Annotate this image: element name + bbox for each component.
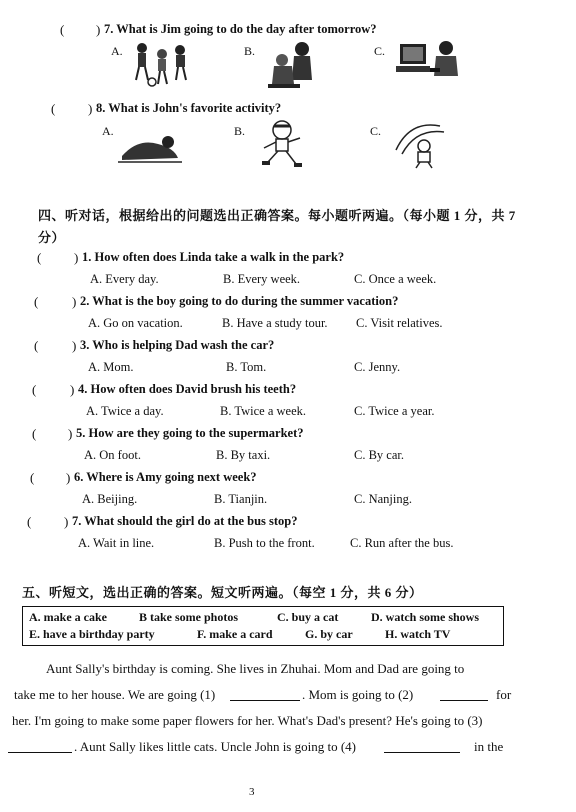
option-a: A. Go on vacation. [88, 316, 183, 330]
answer-paren-close: ) [70, 382, 75, 397]
option-a: A. Every day. [90, 272, 159, 286]
question-text: 7. What should the girl do at the bus stop? [72, 514, 298, 528]
section-4-heading: 四、听对话，根据给出的问题选出正确答案。每小题听两遍。（每小题 1 分，共 7 [38, 208, 516, 223]
passage-line-2-mid: . Mom is going to (2) [302, 687, 414, 702]
answer-paren-open: ( [37, 250, 42, 265]
kid-on-swing-picture [390, 120, 450, 170]
option-b: B. Have a study tour. [222, 316, 328, 330]
option-b: B. Tianjin. [214, 492, 268, 506]
passage-line-2-start: take me to her house. We are going (1) [14, 687, 216, 702]
answer-paren-close: ) [68, 426, 73, 441]
passage-line-4-end: in the [474, 739, 504, 754]
answer-paren-close: ) [74, 250, 79, 265]
answer-blank-3[interactable] [8, 740, 72, 753]
question-text: 6. Where is Amy going next week? [74, 470, 257, 484]
option-c-label: C. [374, 44, 386, 58]
option-a: A. Mom. [88, 360, 134, 374]
option-b: B. Push to the front. [214, 536, 315, 550]
person-sitting-with-helper-picture [266, 40, 318, 90]
option-b-label: B. [244, 44, 256, 58]
answer-paren-open: ( [32, 382, 37, 397]
option-c: C. Twice a year. [354, 404, 435, 418]
question-text: 1. How often does Linda take a walk in the park? [82, 250, 345, 264]
answer-paren-close: ) [96, 22, 101, 37]
question-8-text: 8. What is John's favorite activity? [96, 101, 282, 115]
question-text: 4. How often does David brush his teeth? [78, 382, 297, 396]
option-a: A. On foot. [84, 448, 141, 462]
answer-paren-close: ) [64, 514, 69, 529]
option-a-label: A. [102, 124, 114, 138]
option-a: A. Beijing. [82, 492, 138, 506]
answer-paren-open: ( [51, 101, 56, 116]
word-bank-item: H. watch TV [385, 627, 451, 641]
option-b: B. Every week. [223, 272, 301, 286]
question-text: 5. How are they going to the supermarket? [76, 426, 304, 440]
answer-paren-open: ( [34, 294, 39, 309]
word-bank-item: B take some photos [139, 610, 239, 624]
option-b: B. By taxi. [216, 448, 271, 462]
option-c: C. Nanjing. [354, 492, 412, 506]
section-4-heading-cont: 分） [38, 230, 66, 245]
option-b-label: B. [234, 124, 246, 138]
answer-paren-close: ) [72, 338, 77, 353]
option-a: A. Wait in line. [78, 536, 155, 550]
answer-paren-close: ) [72, 294, 77, 309]
computer-game-picture [394, 38, 464, 80]
answer-paren-close: ) [88, 101, 93, 116]
option-c: C. By car. [354, 448, 404, 462]
option-c: C. Run after the bus. [350, 536, 454, 550]
word-bank-item: G. by car [305, 627, 353, 641]
passage-line-3: her. I'm going to make some paper flowers for her. What's Dad's present? He's going to (3) [12, 713, 483, 728]
question-text: 3. Who is helping Dad wash the car? [80, 338, 275, 352]
word-bank-box [22, 606, 504, 646]
section-5-heading: 五、听短文，选出正确的答案。短文听两遍。（每空 1 分，共 6 分） [22, 585, 423, 600]
option-a-label: A. [111, 44, 123, 58]
option-c: C. Visit relatives. [356, 316, 443, 330]
answer-blank-1[interactable] [230, 688, 300, 701]
question-7-text: 7. What is Jim going to do the day after tomorrow? [104, 22, 377, 36]
answer-paren-close: ) [66, 470, 71, 485]
answer-blank-2[interactable] [440, 688, 488, 701]
word-bank-item: F. make a card [197, 627, 273, 641]
word-bank-item: D. watch some shows [371, 610, 479, 624]
answer-paren-open: ( [60, 22, 65, 37]
answer-paren-open: ( [27, 514, 32, 529]
word-bank-item: A. make a cake [29, 610, 107, 624]
children-playing-picture [130, 40, 192, 88]
person-lying-down-picture [118, 132, 182, 164]
option-a: A. Twice a day. [86, 404, 164, 418]
answer-blank-4[interactable] [384, 740, 460, 753]
option-b: B. Tom. [226, 360, 267, 374]
passage-line-2-end: for [496, 687, 512, 702]
option-c: C. Once a week. [354, 272, 437, 286]
option-b: B. Twice a week. [220, 404, 307, 418]
boy-running-picture [256, 120, 306, 168]
option-c: C. Jenny. [354, 360, 401, 374]
page-number: 3 [249, 786, 255, 798]
word-bank-item: E. have a birthday party [29, 627, 155, 641]
answer-paren-open: ( [30, 470, 35, 485]
passage-line-4-start: . Aunt Sally likes little cats. Uncle John is going to (4) [74, 739, 357, 754]
passage-line-1: Aunt Sally's birthday is coming. She lives in Zhuhai. Mom and Dad are going to [46, 661, 465, 676]
word-bank-item: C. buy a cat [277, 610, 339, 624]
option-c-label: C. [370, 124, 382, 138]
answer-paren-open: ( [34, 338, 39, 353]
question-text: 2. What is the boy going to do during the summer vacation? [80, 294, 399, 308]
answer-paren-open: ( [32, 426, 37, 441]
